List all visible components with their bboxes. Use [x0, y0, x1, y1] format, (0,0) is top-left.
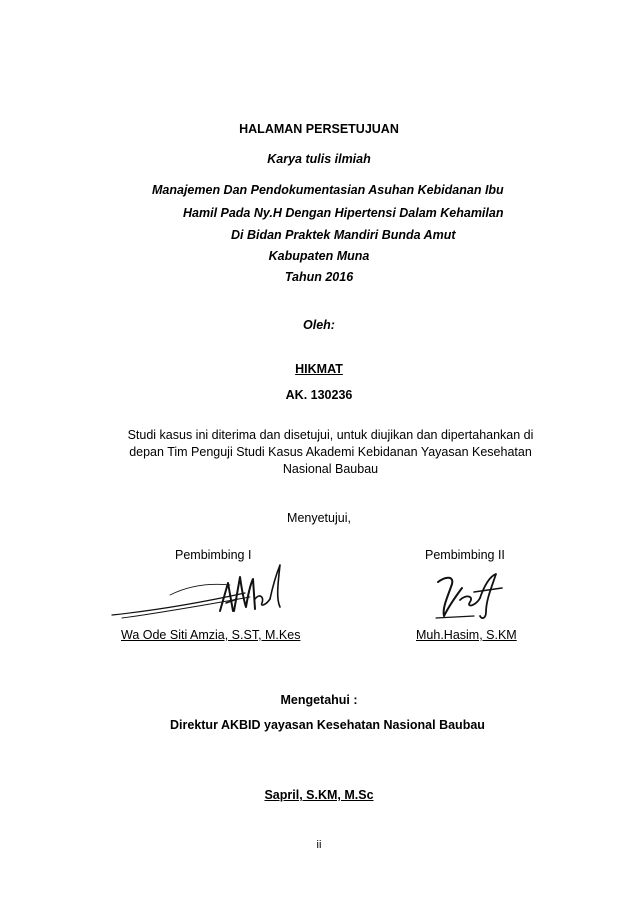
document-type: Karya tulis ilmiah [267, 152, 371, 166]
approval-label: Menyetujui, [287, 511, 351, 525]
advisor1-signature [110, 555, 295, 627]
advisor2-signature [430, 566, 510, 626]
thesis-title-line-1: Manajemen Dan Pendokumentasian Asuhan Kebidanan Ibu [152, 183, 504, 197]
advisor1-name: Wa Ode Siti Amzia, S.ST, M.Kes [121, 628, 301, 642]
student-id: AK. 130236 [285, 388, 353, 402]
thesis-title-line-3: Di Bidan Praktek Mandiri Bunda Amut [231, 228, 456, 242]
acknowledged-label: Mengetahui : [280, 693, 358, 707]
page-number: ii [316, 839, 322, 851]
thesis-title-line-4: Kabupaten Muna [268, 249, 370, 263]
advisor2-role: Pembimbing II [425, 548, 505, 562]
approval-statement: Studi kasus ini diterima dan disetujui, untuk diujikan dan dipertahankan di depan Tim Penguji Studi Kasus Akademi Kebidanan Yayasan Kesehatan Nasional Baubau [127, 428, 534, 476]
thesis-title-line-5: Tahun 2016 [284, 270, 354, 284]
author-name: HIKMAT [295, 362, 343, 376]
by-label: Oleh: [303, 318, 335, 332]
thesis-title-line-2: Hamil Pada Ny.H Dengan Hipertensi Dalam Kehamilan [183, 206, 504, 220]
advisor2-name: Muh.Hasim, S.KM [416, 628, 517, 642]
director-name: Sapril, S.KM, M.Sc [264, 788, 374, 802]
advisor1-role: Pembimbing I [175, 548, 252, 562]
page-title: HALAMAN PERSETUJUAN [239, 122, 399, 136]
director-position: Direktur AKBID yayasan Kesehatan Nasional Baubau [170, 718, 485, 732]
